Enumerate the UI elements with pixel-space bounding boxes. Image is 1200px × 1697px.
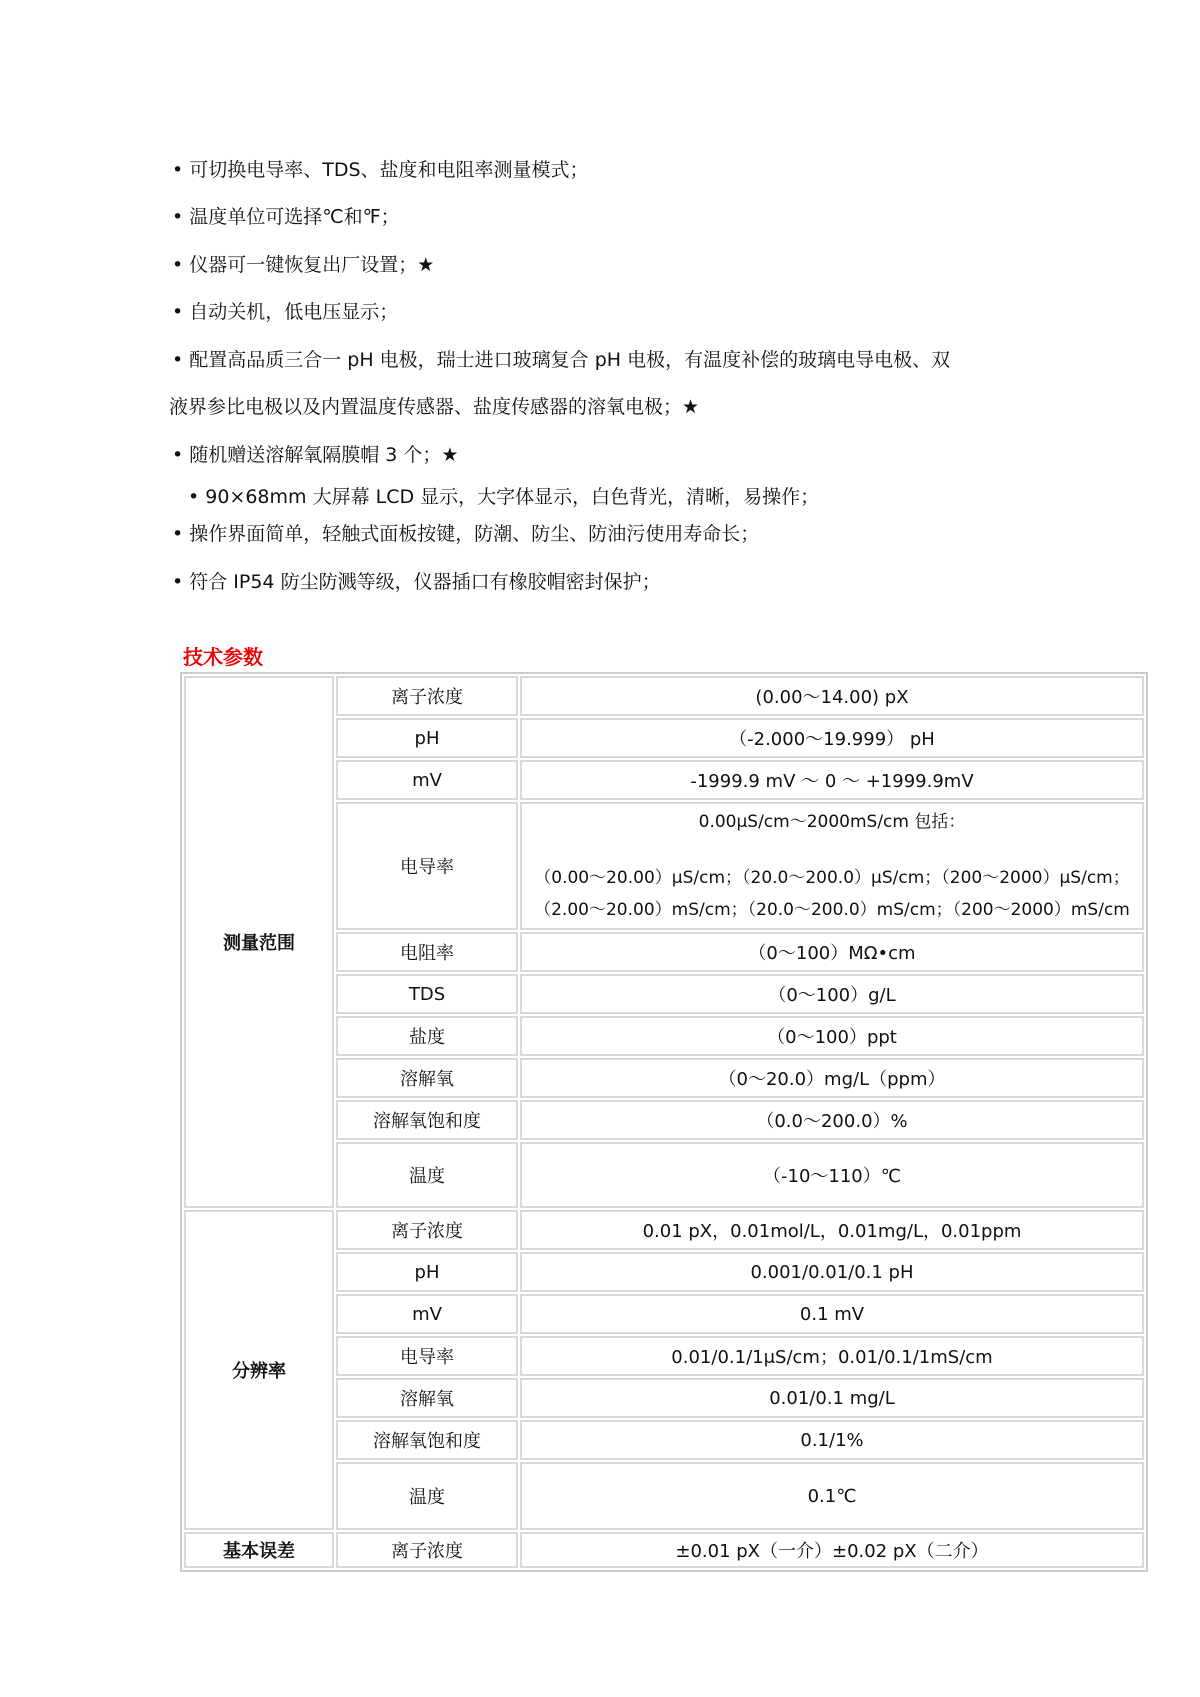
spec-table [180, 672, 1148, 1572]
param-value: （0～100）MΩ•cm [520, 932, 1144, 972]
table-row [184, 1210, 1144, 1250]
param-value: （0～20.0）mg/L（ppm） [520, 1058, 1144, 1098]
param-name: TDS [336, 974, 518, 1014]
param-value: (0.00～14.00) pX [520, 676, 1144, 716]
param-name: 离子浓度 [336, 1210, 518, 1250]
group-label: 测量范围 [184, 676, 334, 1208]
param-name: 温度 [336, 1462, 518, 1530]
feature-item: • 仪器可一键恢复出厂设置；★ [172, 254, 435, 276]
param-value: （0.0～200.0）% [520, 1100, 1144, 1140]
param-name: 溶解氧 [336, 1378, 518, 1418]
param-name: 离子浓度 [336, 1532, 518, 1568]
param-value: （-2.000～19.999） pH [520, 718, 1144, 758]
param-value-line: 0.00μS/cm～2000mS/cm 包括： [698, 812, 966, 832]
param-name: 盐度 [336, 1016, 518, 1056]
feature-item: 液界参比电极以及内置温度传感器、盐度传感器的溶氧电极；★ [169, 396, 700, 418]
param-name: 电阻率 [336, 932, 518, 972]
param-name: mV [336, 760, 518, 800]
feature-item: • 可切换电导率、TDS、盐度和电阻率测量模式； [172, 159, 589, 181]
param-value: （-10～110）℃ [520, 1142, 1144, 1208]
param-name: 溶解氧 [336, 1058, 518, 1098]
param-value: 0.01/0.1 mg/L [520, 1378, 1144, 1418]
param-name: 离子浓度 [336, 676, 518, 716]
feature-item: • 符合 IP54 防尘防溅等级，仪器插口有橡胶帽密封保护； [172, 571, 661, 593]
param-name: pH [336, 718, 518, 758]
table-row [184, 676, 1144, 716]
param-value: 0.1℃ [520, 1462, 1144, 1530]
param-name: mV [336, 1294, 518, 1334]
group-label: 分辨率 [184, 1210, 334, 1530]
feature-item: • 自动关机，低电压显示； [172, 301, 399, 323]
param-name: pH [336, 1252, 518, 1292]
param-value: （0～100）ppt [520, 1016, 1144, 1056]
table-row [184, 1532, 1144, 1568]
param-value-line: （0.00～20.00）μS/cm；（20.0～200.0）μS/cm；（200～2000）μS/cm； [534, 868, 1130, 888]
feature-item: • 90×68mm 大屏幕 LCD 显示，大字体显示，白色背光，清晰，易操作； [188, 486, 820, 508]
group-label: 基本误差 [184, 1532, 334, 1568]
feature-item: • 操作界面简单，轻触式面板按键，防潮、防尘、防油污使用寿命长； [172, 523, 760, 545]
param-value: -1999.9 mV ～ 0 ～ +1999.9mV [520, 760, 1144, 800]
param-value: 0.001/0.01/0.1 pH [520, 1252, 1144, 1292]
param-value: ±0.01 pX（一介）±0.02 pX（二介） [520, 1532, 1144, 1568]
param-name: 温度 [336, 1142, 518, 1208]
feature-item: • 温度单位可选择℃和℉； [172, 206, 400, 228]
param-value: 0.01 pX，0.01mol/L，0.01mg/L，0.01ppm [520, 1210, 1144, 1250]
param-value-line: （2.00～20.00）mS/cm；（20.0～200.0）mS/cm；（200～2000）mS/cm [534, 900, 1130, 920]
param-name: 溶解氧饱和度 [336, 1420, 518, 1460]
feature-item: • 配置高品质三合一 pH 电极，瑞士进口玻璃复合 pH 电极，有温度补偿的玻璃电导电极、双 [172, 349, 951, 371]
param-value: 0.1 mV [520, 1294, 1144, 1334]
param-name: 电导率 [336, 802, 518, 930]
param-name: 溶解氧饱和度 [336, 1100, 518, 1140]
feature-item: • 随机赠送溶解氧隔膜帽 3 个；★ [172, 444, 459, 466]
param-name: 电导率 [336, 1336, 518, 1376]
param-value: （0～100）g/L [520, 974, 1144, 1014]
param-value: 0.01/0.1/1μS/cm；0.01/0.1/1mS/cm [520, 1336, 1144, 1376]
param-value: 0.1/1% [520, 1420, 1144, 1460]
section-title: 技术参数 [183, 645, 263, 669]
param-value [520, 802, 1144, 930]
